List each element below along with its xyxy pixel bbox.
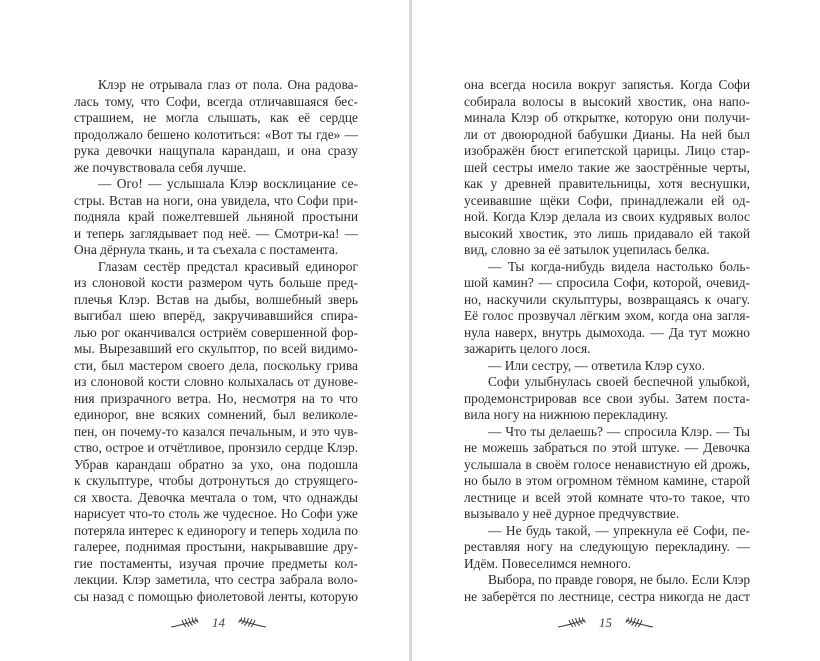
- text-line: но было в этом огромном тёмном камине, старой: [464, 473, 750, 488]
- page-number: 14: [212, 615, 225, 630]
- text-line: нула наверх, внутрь дымохода. — Да тут можно: [464, 324, 750, 340]
- text-line: лестнице и всей этой комнате что-то такое, что: [464, 489, 750, 505]
- text-line: усеивавшие щёки Софи, принадлежали ей од-: [464, 192, 750, 208]
- text-line: ния призрачного ветра. Но, несмотря на то что: [74, 390, 358, 406]
- text-line: пен, он почему-то казался печальным, и это чув-: [74, 423, 358, 439]
- left-page-text: [74, 77, 358, 605]
- text-line: продемонстрировав все свои зубы. Затем поста-: [464, 390, 750, 406]
- text-line: Клэр не отрывала глаз от пола. Она радова-: [98, 77, 358, 92]
- text-line: рука девочки нащупала карандаш, и она сразу: [74, 143, 358, 158]
- text-line: из слоновой кости размером чуть больше пред-: [74, 275, 358, 290]
- text-line: же почувствовала себя лучше.: [74, 159, 247, 175]
- text-line: вызывало у неё дурное предчувствие.: [464, 506, 680, 521]
- text-line: — Не будь такой, — упрекнула её Софи, пе-: [488, 522, 750, 538]
- text-line: — Или сестру, — ответила Клэр сухо.: [488, 357, 705, 373]
- text-line: из слоновой кости словно колыхалась от дунове-: [74, 374, 358, 389]
- text-line: ство, острое и отчётливое, пронзило сердце Клэр.: [74, 440, 358, 455]
- right-page: [412, 0, 820, 661]
- text-line: галерее, поднимая простыни, накрывавшие дру-: [74, 539, 358, 554]
- left-page: [0, 0, 409, 661]
- laurel-sprig-left-icon: [557, 617, 587, 629]
- right-page-footer: [557, 615, 654, 631]
- text-line: как у древней правительницы, хотя веснушки,: [464, 176, 750, 191]
- text-line: но, наскучили скульптуры, возвращаясь к очагу.: [464, 291, 750, 307]
- text-line: Она дёрнула ткань, и та съехала с постамента.: [74, 242, 339, 257]
- text-line: сти, был мастером своего дела, поскольку грива: [74, 357, 358, 373]
- laurel-sprig-right-icon: [237, 617, 267, 629]
- text-line: высокий хвостик, это лишь придавало ей такой: [464, 225, 750, 241]
- text-line: единорог, вне всяких сомнений, был великоле-: [74, 407, 358, 422]
- text-line: Глазам сестёр предстал красивый единорог: [98, 258, 358, 274]
- text-line: не можешь забраться по этой штуке. — Девочка: [464, 440, 750, 455]
- page-number: 15: [599, 615, 612, 630]
- laurel-sprig-right-icon: [624, 617, 654, 629]
- text-line: потеряла интерес к единорогу и теперь ходила по: [74, 522, 358, 538]
- text-line: лекции. Клэр заметила, что сестра забрала воло-: [74, 572, 358, 587]
- text-line: и теперь заглядывает под неё. — Смотри-ка! —: [74, 225, 358, 241]
- text-line: — Ого! — услышала Клэр восклицание се-: [98, 176, 358, 191]
- text-line: зажарить целого лося.: [464, 341, 591, 356]
- right-page-text: [464, 77, 750, 605]
- text-line: реставляя ногу на следующую перекладину. —: [464, 539, 750, 554]
- text-line: собирала волосы в высокий хвостик, она напо-: [464, 93, 750, 109]
- text-line: ной. Когда Клэр делала из своих кудрявых волос: [464, 209, 750, 224]
- text-line: ли от двоюродной бабушки Дианы. На ней был: [464, 126, 750, 142]
- text-line: минала Клэр об открытке, которую они получи-: [464, 110, 750, 125]
- left-page-footer: [170, 615, 267, 631]
- text-line: вила ногу на нижнюю перекладину.: [464, 407, 669, 422]
- text-line: услышала в своём голосе ненавистную ей дрожь,: [464, 456, 750, 472]
- text-line: Софи улыбнулась своей беспечной улыбкой,: [488, 374, 750, 389]
- text-line: вид, словно за её затылок уцепилась белка.: [464, 242, 710, 257]
- text-line: шой камин? — спросила Софи, которой, очевид-: [464, 275, 750, 290]
- text-line: нарисует что-то столь же чудесное. Но Софи уже: [74, 506, 358, 521]
- text-line: плечья Клэр. Встав на дыбы, волшебный зверь: [74, 291, 358, 307]
- text-line: она всегда носила вокруг запястья. Когда Софи: [464, 77, 750, 92]
- text-line: гие постаменты, изучая прочие предметы кол-: [74, 555, 358, 571]
- text-line: — Что ты делаешь? — спросила Клэр. — Ты: [488, 423, 750, 439]
- text-line: Убрав карандаш обратно за ухо, она подошла: [74, 456, 358, 472]
- text-line: не заберётся по лестнице, сестра никогда не даст: [464, 588, 750, 604]
- text-line: стры. Встав на ноги, она увидела, что Софи при-: [74, 192, 358, 208]
- text-line: мы. Вырезавший его скульптор, по всей видимо-: [74, 341, 358, 356]
- text-line: Идём. Повеселимся немного.: [464, 555, 631, 571]
- text-line: изображён бюст египетской царицы. Лицо стар-: [464, 143, 750, 158]
- text-line: лась тому, что Софи, всегда отличавшаяся бес-: [74, 93, 358, 109]
- text-line: страшием, не могла слышать, как её сердце: [74, 110, 358, 125]
- text-line: Выбора, по правде говоря, не было. Если Клэр: [488, 572, 750, 587]
- text-line: — Ты когда-нибудь видела настолько боль-: [488, 258, 750, 274]
- text-line: Её голос прозвучал лёгким эхом, когда она загля-: [464, 308, 750, 323]
- text-line: подняла край пожелтевшей льняной простыни: [74, 209, 358, 224]
- text-line: ся хвоста. Девочка мечтала о том, что однажды: [74, 489, 358, 505]
- text-line: к скульптуре, чтобы дотронуться до струящего-: [74, 473, 358, 488]
- text-line: лью рог оканчивался остриём совершенной фор-: [74, 324, 358, 340]
- laurel-sprig-left-icon: [170, 617, 200, 629]
- text-line: шей сестры имело такие же заострённые черты,: [464, 159, 750, 175]
- text-line: продолжало бешено колотиться: «Вот ты где» —: [74, 126, 358, 142]
- text-line: сы назад с помощью фиолетовой ленты, которую: [74, 588, 358, 604]
- text-line: выгибал шею вперёд, закручивавшийся спира-: [74, 308, 358, 323]
